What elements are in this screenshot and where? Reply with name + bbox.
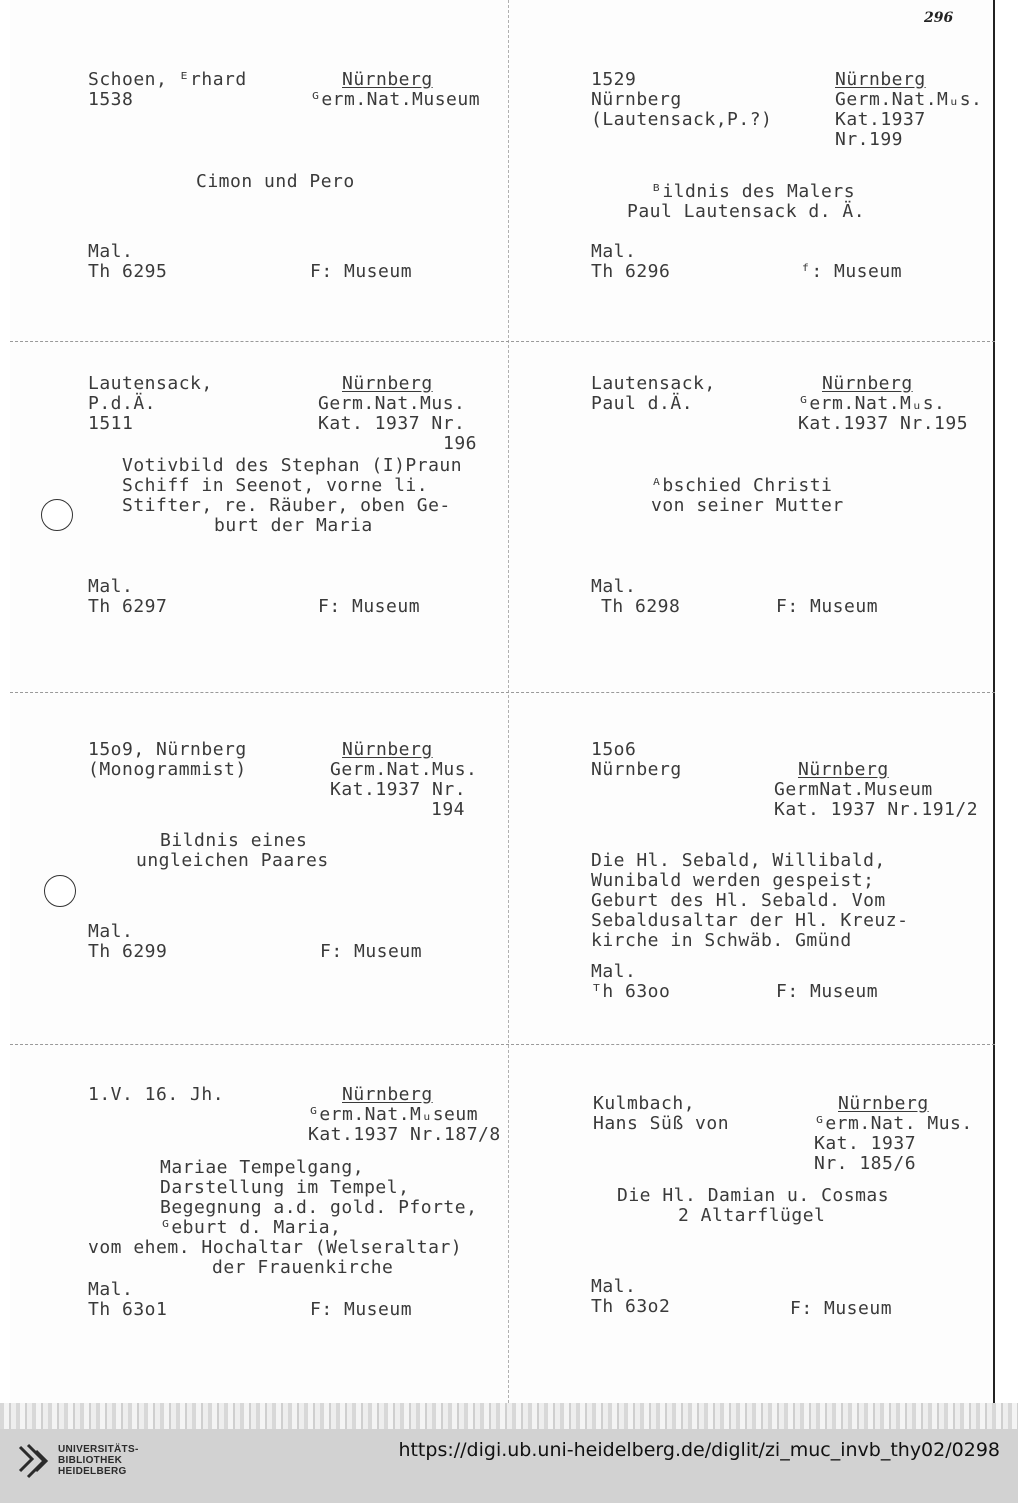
card-collection: GermNat.Museum	[774, 779, 933, 800]
card-date: 1538	[88, 89, 134, 110]
library-name-line: UNIVERSITÄTS-	[58, 1444, 139, 1455]
card-title: burt der Maria	[214, 515, 373, 536]
card-title: Wunibald werden gespeist;	[591, 870, 875, 891]
viewer-footer	[0, 1429, 1018, 1503]
card-catalog-number: 194	[431, 799, 466, 820]
card-photo-source: F: Museum	[776, 981, 879, 1002]
card-column-divider	[508, 0, 509, 1403]
card-title: Sebaldusaltar der Hl. Kreuz-	[591, 910, 909, 931]
card-catalog: Kat. 1937 Nr.	[318, 413, 466, 434]
card-date: 15o6	[591, 739, 637, 760]
punch-hole	[41, 499, 73, 531]
card-collection: ᴳerm.Nat.Mᵤs.	[798, 393, 946, 414]
card-catalog-number: 196	[443, 433, 478, 454]
card-category: Mal.	[591, 576, 637, 597]
card-artist: Lautensack,	[88, 373, 213, 394]
card-catalog: Kat. 1937	[814, 1133, 917, 1154]
card-date: 1511	[88, 413, 134, 434]
card-photo-source: F: Museum	[310, 261, 413, 282]
card-collection: Germ.Nat.Mus.	[330, 759, 478, 780]
card-photo-source: F: Museum	[320, 941, 423, 962]
card-photo-source: ᶠ: Museum	[800, 261, 903, 282]
card-collection: Germ.Nat.Mus.	[318, 393, 466, 414]
card-location: Nürnberg	[835, 69, 926, 90]
card-catalog: Kat.1937 Nr.195	[798, 413, 969, 434]
card-date: 15o9, Nürnberg	[88, 739, 247, 760]
card-title: Die Hl. Sebald, Willibald,	[591, 850, 886, 871]
card-category: Mal.	[88, 921, 134, 942]
card-inventory-number: Th 6299	[88, 941, 168, 962]
card-title: vom ehem. Hochaltar (Welseraltar)	[88, 1237, 463, 1258]
card-artist: Paul d.Ä.	[591, 393, 694, 414]
card-collection: Germ.Nat.Mᵤs.	[835, 89, 983, 110]
card-title: ᴮildnis des Malers	[651, 181, 856, 202]
card-category: Mal.	[88, 576, 134, 597]
card-collection: ᴳerm.Nat.Museum	[310, 89, 481, 110]
card-catalog-number: Nr.199	[835, 129, 904, 150]
card-photo-source: F: Museum	[310, 1299, 413, 1320]
card-title: Cimon und Pero	[196, 171, 355, 192]
card-title: Darstellung im Tempel,	[160, 1177, 410, 1198]
library-logo-icon	[16, 1441, 52, 1481]
card-catalog: Kat.1937	[835, 109, 926, 130]
punch-hole	[44, 875, 76, 907]
card-location: Nürnberg	[822, 373, 913, 394]
card-title: ᴳeburt d. Maria,	[160, 1217, 342, 1238]
card-row-divider	[10, 341, 995, 342]
card-title: Mariae Tempelgang,	[160, 1157, 365, 1178]
card-location: Nürnberg	[342, 1084, 433, 1105]
card-location: Nürnberg	[342, 739, 433, 760]
card-title: 2 Altarflügel	[678, 1205, 826, 1226]
card-inventory-number: ᵀh 63oo	[591, 981, 671, 1002]
card-catalog: Kat. 1937 Nr.191/2	[774, 799, 979, 820]
library-name-line: HEIDELBERG	[58, 1466, 127, 1477]
card-inventory-number: Th 6297	[88, 596, 168, 617]
card-artist: (Lautensack,P.?)	[591, 109, 773, 130]
card-title: Bildnis eines	[160, 830, 308, 851]
card-artist: Hans Süß von	[593, 1113, 730, 1134]
card-place: Nürnberg	[591, 89, 682, 110]
card-date: 1529	[591, 69, 637, 90]
card-location: Nürnberg	[342, 69, 433, 90]
card-category: Mal.	[591, 1276, 637, 1297]
card-inventory-number: Th 63o1	[88, 1299, 168, 1320]
card-inventory-number: Th 6295	[88, 261, 168, 282]
card-photo-source: F: Museum	[790, 1298, 893, 1319]
page-number: 296	[924, 10, 954, 26]
card-title: Die Hl. Damian u. Cosmas	[617, 1185, 890, 1206]
card-category: Mal.	[591, 241, 637, 262]
card-title: ᴬbschied Christi	[651, 475, 833, 496]
card-title: Schiff in Seenot, vorne li.	[122, 475, 429, 496]
card-artist: (Monogrammist)	[88, 759, 247, 780]
card-title: von seiner Mutter	[651, 495, 844, 516]
card-title: kirche in Schwäb. Gmünd	[591, 930, 852, 951]
library-name-line: BIBLIOTHEK	[58, 1455, 123, 1466]
card-title: Begegnung a.d. gold. Pforte,	[160, 1197, 478, 1218]
card-collection: ᴳerm.Nat.Mᵤseum	[308, 1104, 479, 1125]
card-photo-source: F: Museum	[776, 596, 879, 617]
card-title: Votivbild des Stephan (I)Praun	[122, 455, 463, 476]
card-title: Stifter, re. Räuber, oben Ge-	[122, 495, 451, 516]
card-artist: Lautensack,	[591, 373, 716, 394]
card-artist: Schoen, ᴱrhard	[88, 69, 247, 90]
card-artist: Kulmbach,	[593, 1093, 696, 1114]
card-catalog: Kat.1937 Nr.187/8	[308, 1124, 501, 1145]
card-place: Nürnberg	[591, 759, 682, 780]
card-location: Nürnberg	[342, 373, 433, 394]
card-date: 1.V. 16. Jh.	[88, 1084, 225, 1105]
card-category: Mal.	[88, 1279, 134, 1300]
card-title: Geburt des Hl. Sebald. Vom	[591, 890, 886, 911]
card-location: Nürnberg	[838, 1093, 929, 1114]
permalink-url[interactable]: https://digi.ub.uni-heidelberg.de/diglit/zi_muc_invb_thy02/0298	[398, 1439, 1000, 1461]
card-category: Mal.	[88, 241, 134, 262]
card-title: der Frauenkirche	[212, 1257, 394, 1278]
card-collection: ᴳerm.Nat. Mus.	[814, 1113, 973, 1134]
card-row-divider	[10, 1044, 995, 1045]
card-catalog-number: Nr. 185/6	[814, 1153, 917, 1174]
card-location: Nürnberg	[798, 759, 889, 780]
card-artist: P.d.Ä.	[88, 393, 157, 414]
card-row-divider	[10, 692, 995, 693]
scanner-edge-strip	[0, 1403, 1018, 1429]
card-category: Mal.	[591, 961, 637, 982]
card-photo-source: F: Museum	[318, 596, 421, 617]
card-title: ungleichen Paares	[136, 850, 329, 871]
card-title: Paul Lautensack d. Ä.	[627, 201, 866, 222]
card-inventory-number: Th 63o2	[591, 1296, 671, 1317]
card-inventory-number: Th 6296	[591, 261, 671, 282]
card-inventory-number: Th 6298	[601, 596, 681, 617]
card-catalog: Kat.1937 Nr.	[330, 779, 467, 800]
